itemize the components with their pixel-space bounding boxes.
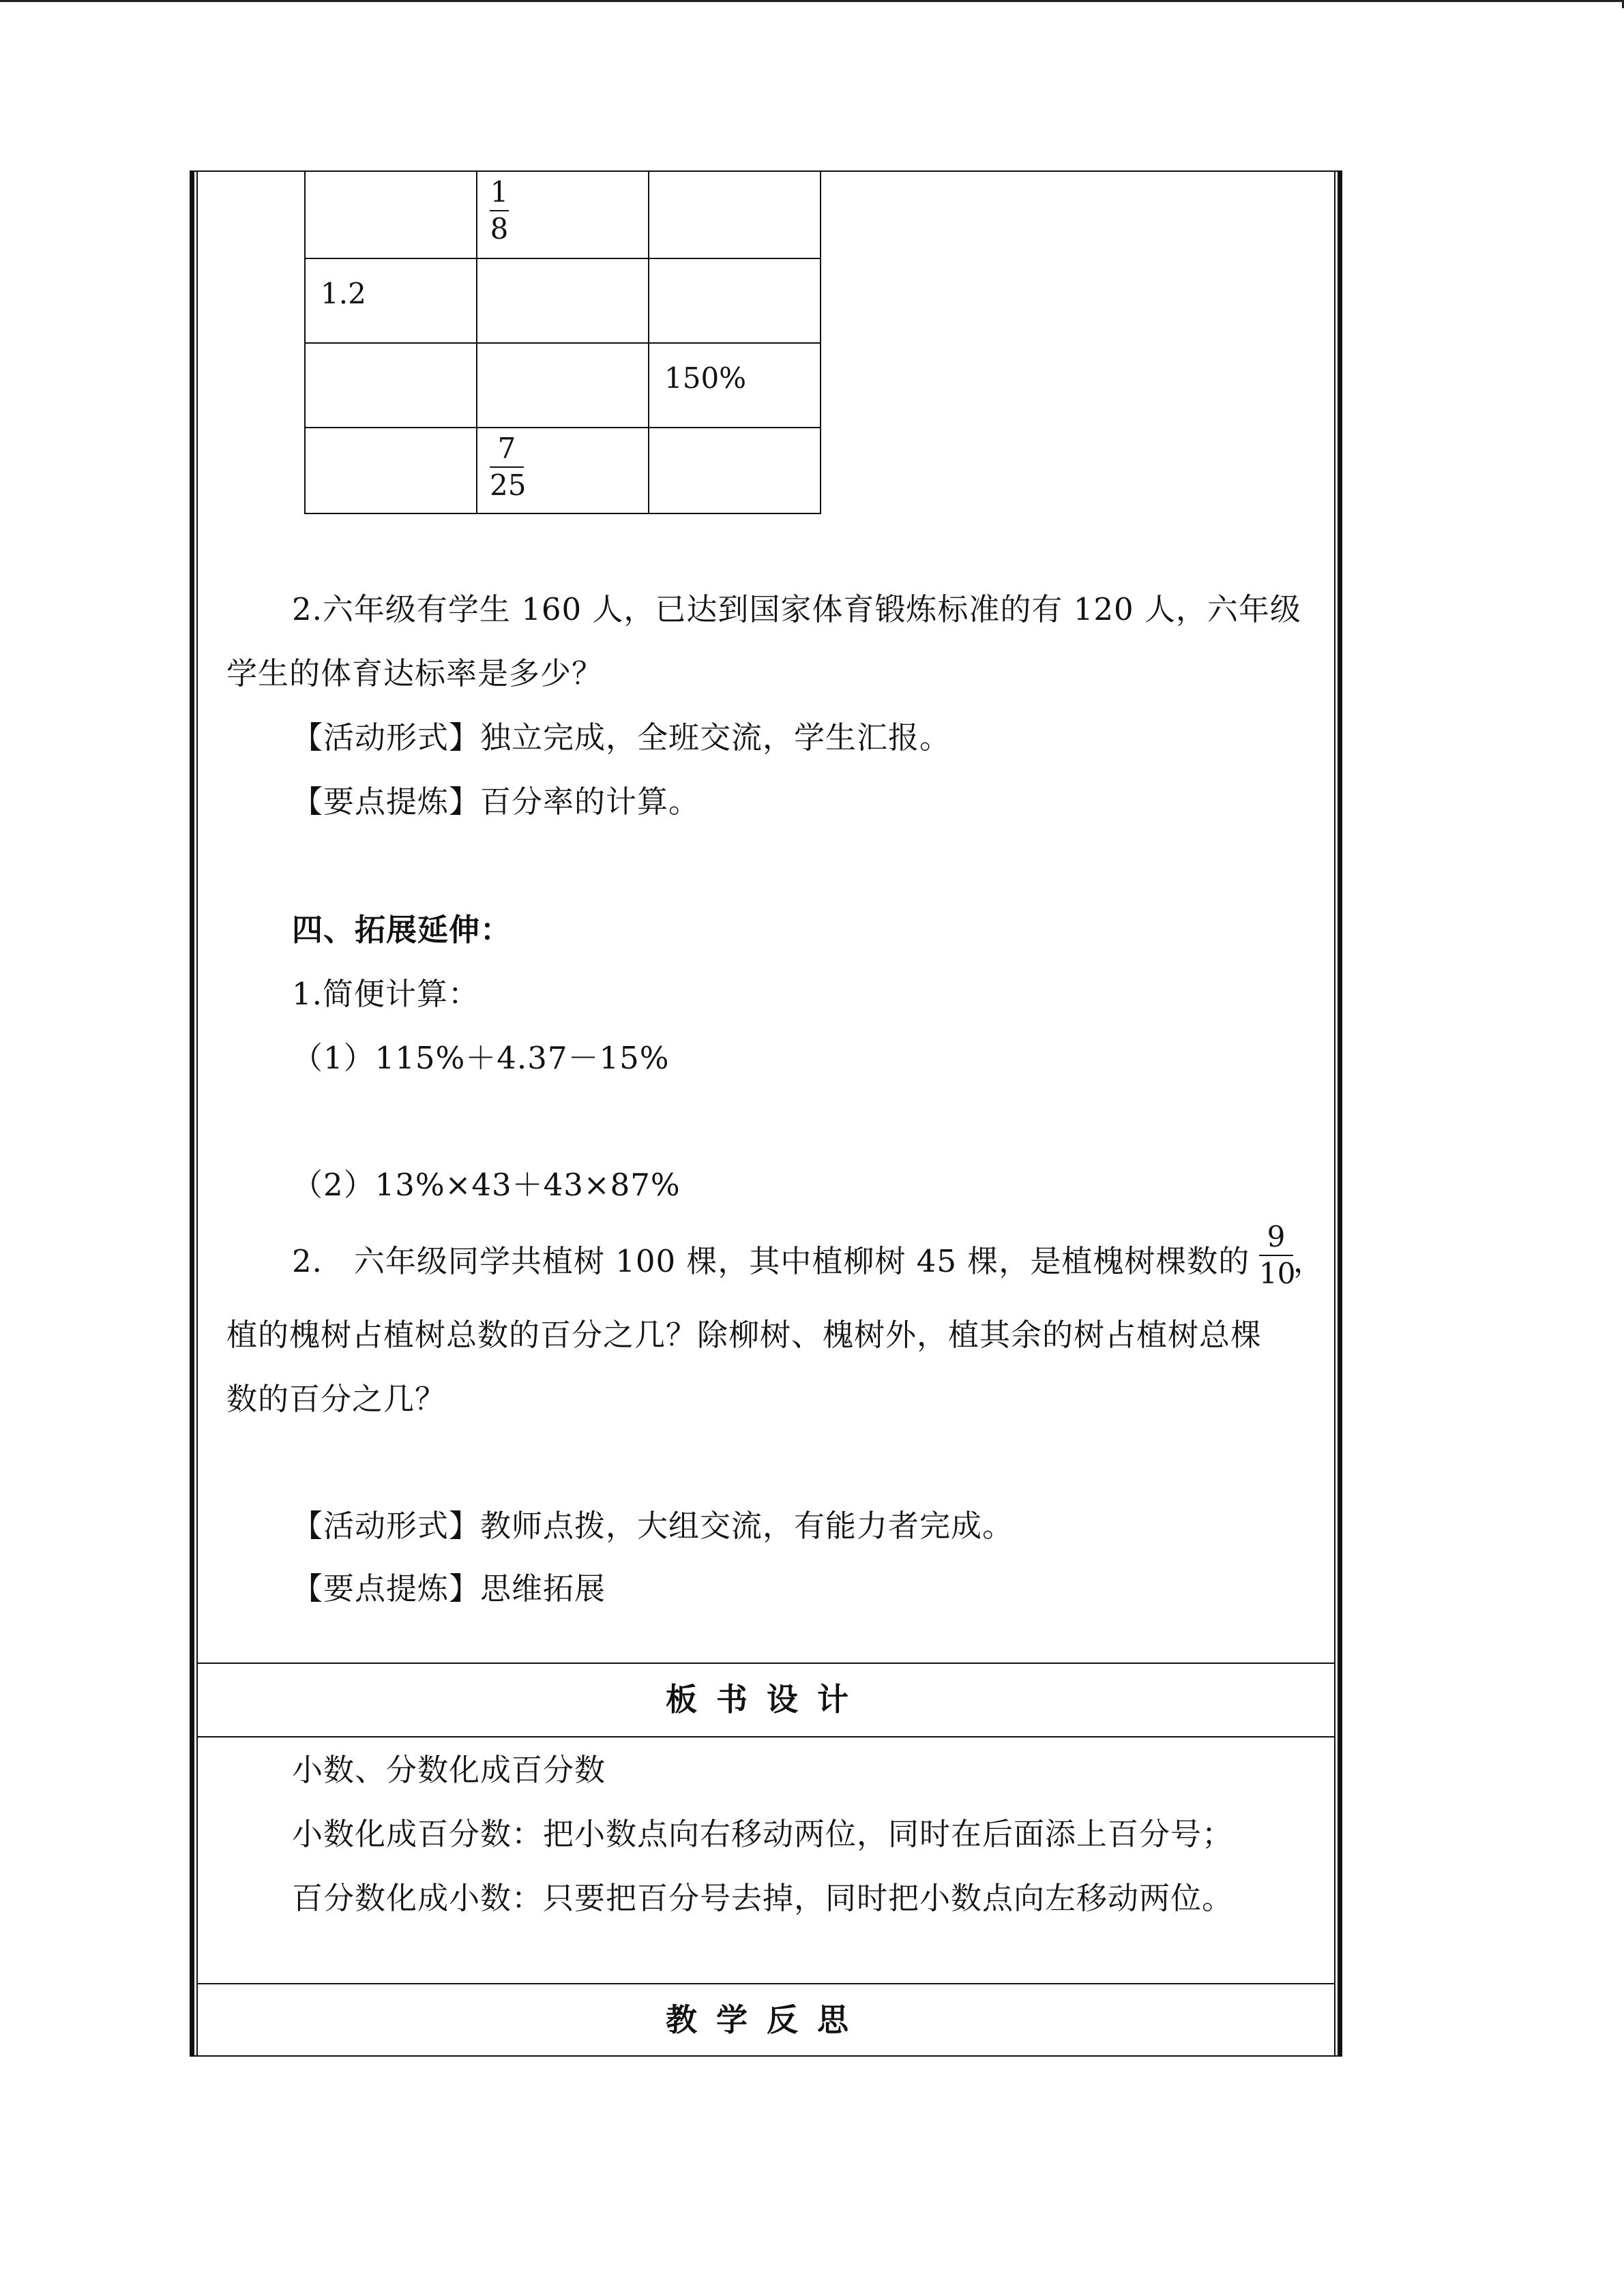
board-design-line1: 小数、分数化成百分数 <box>292 1752 606 1788</box>
table-cell <box>476 342 649 428</box>
outer-border-right-thin <box>1334 170 1335 2057</box>
extension-q2-line2: 植的槐树占植树总数的百分之几？除柳树、槐树外，植其余的树占植树总棵 <box>226 1317 1263 1353</box>
extension-activity: 【活动形式】教师点拨，大组交流，有能力者完成。 <box>292 1508 1014 1544</box>
outer-border-bottom <box>190 2055 1342 2057</box>
fraction-denominator: 8 <box>490 212 509 245</box>
extension-keypoint: 【要点提炼】思维拓展 <box>292 1570 606 1607</box>
fraction-denominator: 25 <box>490 468 527 502</box>
fraction-numerator: 9 <box>1267 1220 1286 1253</box>
table-cell-text: 150% <box>664 361 747 395</box>
extension-q1-title: 1.简便计算： <box>292 976 479 1012</box>
fraction-bar <box>490 210 509 211</box>
outer-border-left-thick <box>190 170 194 2057</box>
table-cell <box>304 342 477 428</box>
outer-border-right-thick <box>1338 170 1342 2057</box>
table-cell <box>648 258 821 344</box>
extension-q2-line1: 2. 六年级同学共植树 100 棵，其中植柳树 45 棵，是植槐树棵数的 <box>292 1243 1250 1279</box>
reflection-title: 教学反思 <box>666 2001 868 2038</box>
extension-q1-a: （1）115%＋4.37－15% <box>292 1040 670 1076</box>
exercise2-line1: 2.六年级有学生 160 人，已达到国家体育锻炼标准的有 120 人，六年级 <box>292 591 1301 627</box>
extension-heading: 四、拓展延伸： <box>292 912 512 948</box>
row-divider-reflection-top <box>198 1983 1335 1984</box>
table-cell <box>304 427 477 514</box>
fraction-bar <box>1259 1255 1293 1256</box>
table-cell <box>304 170 477 259</box>
table-cell <box>304 258 477 344</box>
table-cell <box>476 170 649 259</box>
board-design-title: 板书设计 <box>666 1681 868 1718</box>
table-cell <box>476 258 649 344</box>
exercise2-keypoint: 【要点提炼】百分率的计算。 <box>292 784 700 820</box>
table-cell <box>648 427 821 514</box>
fraction <box>490 176 509 245</box>
row-divider-board-top <box>198 1663 1335 1664</box>
extension-q1-b: （2）13%×43＋43×87% <box>292 1167 681 1203</box>
table-cell <box>476 427 649 514</box>
board-design-line3: 百分数化成小数：只要把百分号去掉，同时把小数点向左移动两位。 <box>292 1880 1234 1916</box>
page-top-rule <box>0 0 1624 2</box>
fraction-numerator: 7 <box>497 432 516 465</box>
table-cell-text: 1.2 <box>321 277 366 310</box>
fraction-bar <box>490 466 524 468</box>
table-cell <box>648 170 821 259</box>
extension-q2-fraction <box>1259 1220 1296 1290</box>
exercise2-activity: 【活动形式】独立完成，全班交流，学生汇报。 <box>292 719 951 756</box>
board-design-line2: 小数化成百分数：把小数点向右移动两位，同时在后面添上百分号； <box>292 1816 1234 1852</box>
extension-q2-comma: ， <box>1293 1243 1325 1279</box>
fraction-numerator: 1 <box>490 175 509 209</box>
extension-q2-line3: 数的百分之几？ <box>226 1381 447 1417</box>
fraction-denominator: 10 <box>1259 1257 1296 1290</box>
outer-border-left-thin <box>196 170 198 2057</box>
row-divider-board-bottom <box>198 1736 1335 1738</box>
exercise2-line2: 学生的体育达标率是多少？ <box>226 655 604 691</box>
fraction <box>490 432 527 502</box>
table-cell <box>648 342 821 428</box>
